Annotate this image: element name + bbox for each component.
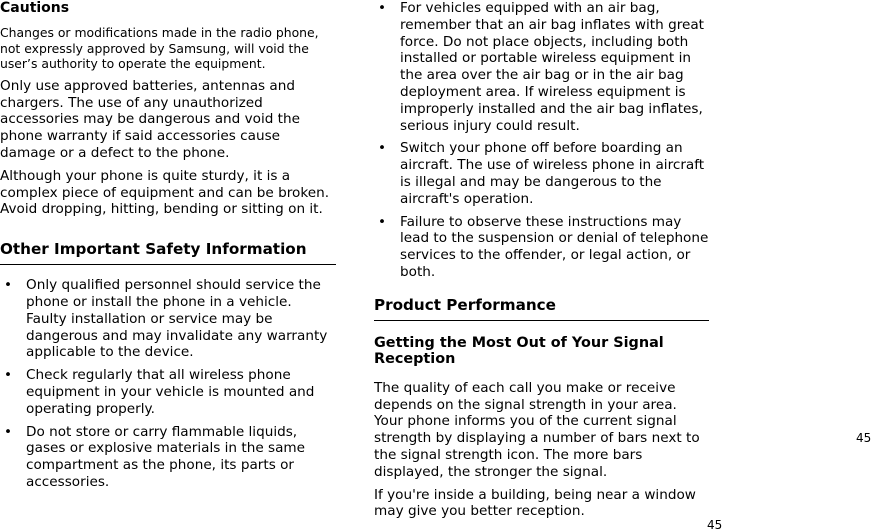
list-item: • Only qualified personnel should service the phone or install the phone in a vehicle. Faulty installation or service may be dangerous and may invalidate any warranty applicable to the device.: [0, 277, 336, 361]
signal-paragraph-2: If you're inside a building, being near a window may give you better reception.: [374, 486, 696, 520]
left-column: [0, 0, 336, 491]
safety-bullet-list: [0, 277, 336, 491]
right-column: [374, 0, 709, 520]
list-item: • Switch your phone off before boarding an aircraft. The use of wireless phone in aircraft is illegal and may be dangerous to the aircraft's operation.: [374, 140, 709, 207]
safety-section-heading: Other Important Safety Information: [0, 240, 336, 265]
cautions-paragraph-3: Although your phone is quite sturdy, it is a complex piece of equipment and can be broken. Avoid dropping, hitting, bending or sitting on it.: [0, 167, 330, 218]
performance-section-heading: Product Performance: [374, 296, 709, 321]
cautions-heading: Cautions: [0, 0, 70, 16]
cautions-paragraph-1: Changes or modifications made in the radio phone, not expressly approved by Samsung, will void the user’s authority to operate the equipment.: [0, 25, 319, 72]
signal-subheading: Getting the Most Out of Your Signal Reception: [374, 334, 664, 368]
list-item: • For vehicles equipped with an air bag, remember that an air bag inflates with great force. Do not place objects, including both installed or portable wireless equipment in the area over the air bag or in the air bag deployment area. If wireless equipment is improperly installed and the air bag inflates, serious injury could result.: [374, 0, 709, 134]
list-item: • Do not store or carry flammable liquids, gases or explosive materials in the same compartment as the phone, its parts or accessories.: [0, 424, 336, 491]
signal-paragraph-1: The quality of each call you make or receive depends on the signal strength in your area. Your phone informs you of the current signal strength by displaying a number of bars next to the signal strength icon. The more bars displayed, the stronger the signal.: [374, 379, 700, 480]
cautions-paragraph-2: Only use approved batteries, antennas and chargers. The use of any unauthorized accessories may be dangerous and void the phone warranty if said accessories cause damage or a defect to the phone.: [0, 77, 300, 161]
page-number-side: 45: [856, 431, 871, 445]
list-item: • Failure to observe these instructions may lead to the suspension or denial of telephone services to the offender, or legal action, or both.: [374, 214, 709, 281]
list-item: • Check regularly that all wireless phone equipment in your vehicle is mounted and operating properly.: [0, 367, 336, 417]
vehicle-bullet-list: [374, 0, 709, 281]
page-number-bottom: 45: [707, 518, 723, 532]
